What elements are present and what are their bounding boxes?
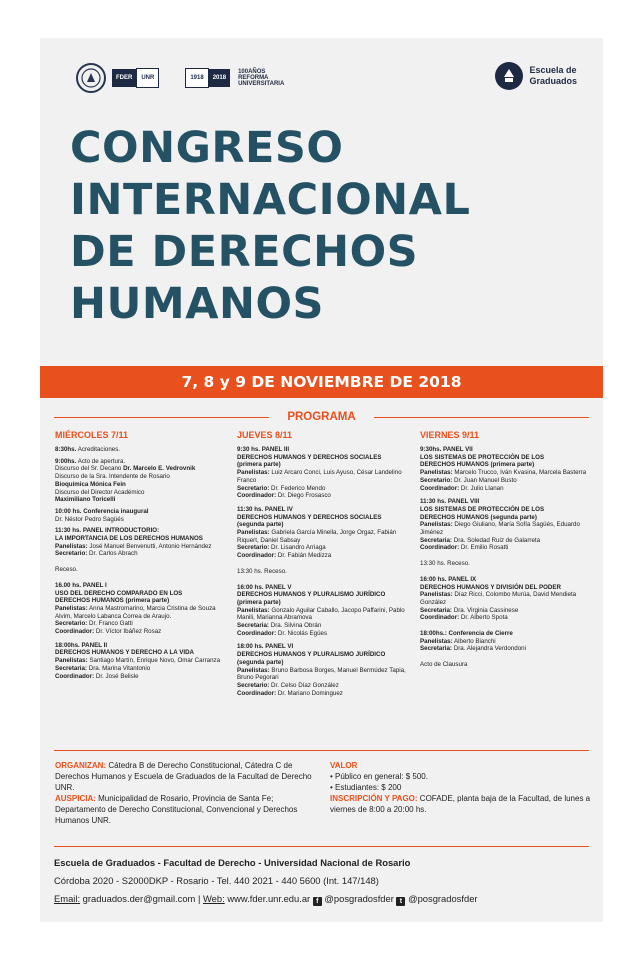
organizers: ORGANIZAN: Cátedra B de Derecho Constitucional, Cátedra C de Derechos Humanos y Escuela de Graduados de la Facultad de Derecho UNR. AUSPICIA: Municipalidad de Rosario, Provincia de Santa Fe; Departamento de Derecho Constitucional, Convencional y Derechos Humanos UNR. — [55, 761, 312, 825]
unr-logo: UNR — [136, 68, 159, 88]
footer-contact: Escuela de Graduados - Facultad de Derecho - Universidad Nacional de Rosario Córdoba 2020 - S2000DKP - Rosario - Tel. 440 2021 - 440 5600 (Int. 147/148) Email: graduados.der@gmail.com | Web: www.fder.unr.edu.ar f @posgradosfder t @posgradosfder — [54, 857, 478, 905]
pricing-info: VALOR • Público en general: $ 500. • Estudiantes: $ 200 INSCRIPCIÓN Y PAGO: COFADE, planta baja de la Facultad, de lunes a viernes de 8:00 a 20:00 hs. — [330, 761, 591, 814]
divider — [54, 846, 589, 847]
twitter-handle[interactable]: @posgradosfder — [405, 893, 478, 904]
day-column-friday: VIERNES 9/11 9:30hs. PANEL VII LOS SISTEMAS DE PROTECCIÓN DE LOS DERECHOS HUMANOS (primera parte) Panelistas: Marcelo Trucco, Iván Kvasina, Marcela Basterra Secretario: Dr. Juan Manuel Busto Coordinador: Dr. Julio Llanan 11:30 hs. PANEL VIII LOS SISTEMAS DE PROTECCIÓN DE LOS DERECHOS HUMANOS (segunda parte) Panelistas: Diego Giuliano, María Sofía Sagüés, Eduardo Jiménez Secretaria: Dra. Soledad Ruiz de Galarreta Coordinador: Dr. Emilio Rosatti 13:30 hs. Receso. 16:00 hs. PANEL IX DERECHOS HUMANOS Y DIVISIÓN DEL PODER Panelistas: Díaz Ricci, Colombo Murúa, David Mendieta González Secretaria: Dra. Virginia Cassinese Coordinador: Dr. Alberto Spota 18:00hs.: Conferencia de Cierre Panelistas: Alberto Bianchi Secretaria: Dra. Alejandra Verdondoni Acto de Clausura — [420, 430, 587, 669]
day-column-thursday: JUEVES 8/11 9:30 hs. PANEL III DERECHOS HUMANOS Y DERECHOS SOCIALES (primera parte) Panelistas: Luiz Arcaro Conci, Luis Ayuso, César Landelino Franco Secretario: Dr. Federico Mendo Coordinador: Dr. Diego Frosasco 11:30 hs. PANEL IV DERECHOS HUMANOS Y DERECHOS SOCIALES (segunda parte) Panelistas: Gabriela García Minella, Jorge Orgaz, Fabián Riquert, Daniel Sabsay Secretario: Dr. Lisandro Arriaga Coordinador: Dr. Fabián Medizza 13:30 hs. Receso. 16:00 hs. PANEL V DERECHOS HUMANOS Y PLURALISMO JURÍDICO (primera parte) Panelistas: Gonzalo Aguilar Caballo, Jacopo Paffarini, Pablo Manili, Marianna Abramova Secretaria: Dra. Silvina Obrán Coordinador: Dr. Nicolás Egües 18:00 hs. PANEL VI DERECHOS HUMANOS Y PLURALISMO JURÍDICO (segunda parte) Panelistas: Bruno Barbosa Borges, Manuel Bermúdez Tapia, Bruno Pegorari Secretario: Dr. Celso Díaz González Coordinador: Dr. Mariano Dominguez — [237, 430, 406, 697]
fder-logo: FDER — [112, 69, 136, 87]
year-1918: 1918 — [185, 68, 208, 88]
divider — [54, 750, 589, 751]
programa-heading: PROGRAMA — [40, 410, 603, 424]
facebook-icon[interactable]: f — [313, 897, 322, 906]
centenario-logo: 100AÑOS REFORMA UNIVERSITARIA — [238, 69, 285, 87]
day-column-wednesday: MIÉRCOLES 7/11 8:30hs. Acreditaciones. 9:00hs. Acto de apertura. Discurso del Sr. Decano Dr. Marcelo E. Vedrovnik Discurso de la Sra. Intendente de Rosario Bioquímica Mónica Fein Discurso del Director Académico Maximiliano Toricelli 10:00 hs. Conferencia inaugural Dr. Néstor Pedro Sagüés 11:30 hs. PANEL INTRODUCTORIO: LA IMPORTANCIA DE LOS DERECHOS HUMANOS Panelistas: José Manuel Benvenutti, Antonio Hernández Secretario: Dr. Carlos Abrach Receso. 16.00 hs. PANEL I USO DEL DERECHO COMPARADO EN LOS DERECHOS HUMANOS (primera parte) Panelistas: Anna Mastromarino, Marcia Cristina de Souza Alvim, Marcelo Labanca Correa de Araujo. Secretario: Dr. Franco Gatti Coordinador: Dr. Víctor Ibáñez Rosaz 18:00hs. PANEL II DERECHOS HUMANOS Y DERECHO A LA VIDA Panelistas: Santiago Martín, Enrique Novo, Omar Carranza Secretaria: Dra. Marina Vitantonio Coordinador: Dr. José Belisle — [55, 430, 221, 680]
escuela-icon — [495, 62, 523, 90]
congress-title: CONGRESO INTERNACIONAL DE DERECHOS HUMANOS — [70, 123, 471, 329]
poster — [40, 38, 603, 922]
twitter-icon[interactable]: t — [396, 897, 405, 906]
dates-banner: 7, 8 y 9 DE NOVIEMBRE DE 2018 — [40, 366, 603, 398]
escuela-graduados-logo: Escuela de Graduados — [495, 62, 577, 90]
year-2018: 2018 — [209, 69, 230, 87]
institution-logos — [76, 62, 284, 94]
facebook-handle[interactable]: @posgradosfder — [321, 893, 397, 904]
unr-seal-icon — [76, 63, 106, 93]
web-link[interactable]: www.fder.unr.edu.ar — [224, 893, 313, 904]
email-link[interactable]: graduados.der@gmail.com | — [80, 893, 203, 904]
